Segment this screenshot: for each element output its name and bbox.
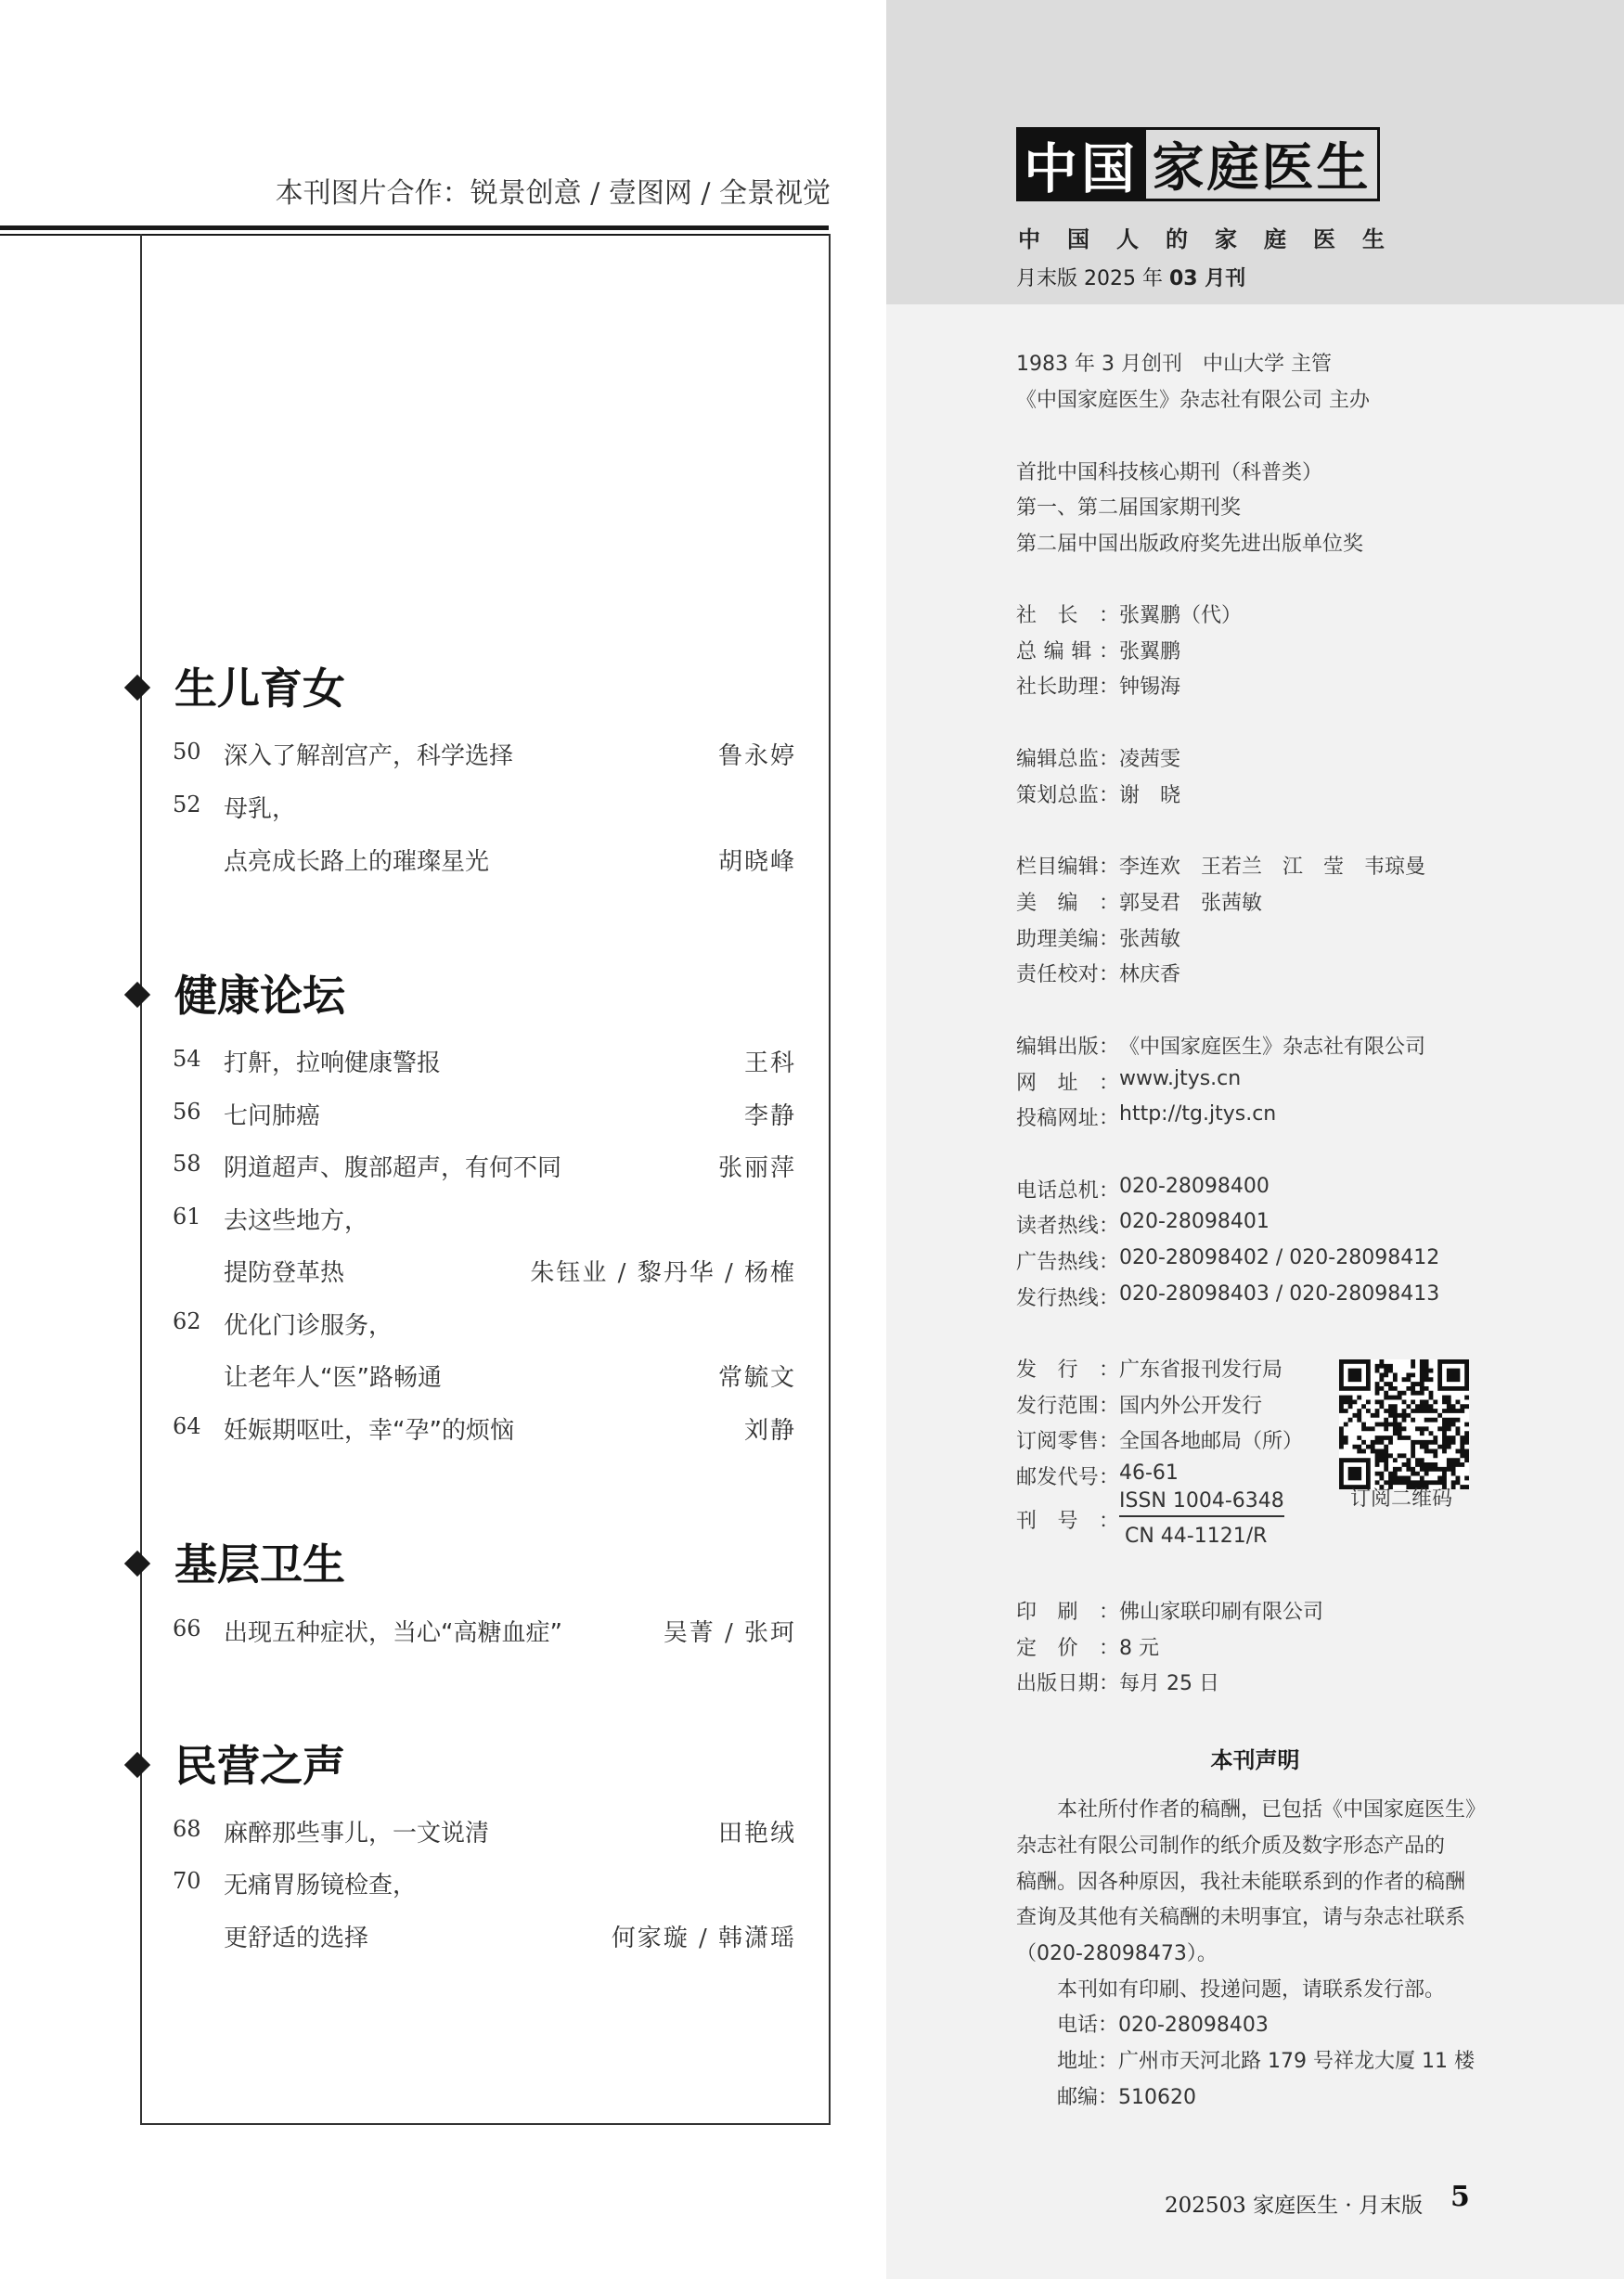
printing-value: 8 元 — [1119, 1637, 1159, 1660]
printing-value: 佛山家联印刷有限公司 — [1119, 1601, 1324, 1624]
phone-number: 020-28098403 / 020-28098413 — [1119, 1282, 1440, 1306]
distribution-row — [1016, 1425, 1304, 1453]
page-number: 62 — [173, 1308, 201, 1334]
publish-value: 《中国家庭医生》杂志社有限公司 — [1119, 1036, 1426, 1059]
page-number: 54 — [173, 1046, 201, 1072]
website-link[interactable]: www.jtys.cn — [1119, 1067, 1242, 1090]
phone-label: 发行热线： — [1016, 1287, 1119, 1310]
phone-row — [1016, 1246, 1440, 1274]
founding-line: 《中国家庭医生》杂志社有限公司 主办 — [1016, 389, 1370, 412]
founding-line: 1983 年 3 月创刊 中山大学 主管 — [1016, 353, 1332, 376]
statement-line: 杂志社有限公司制作的纸介质及数字形态产品的 — [1016, 1835, 1446, 1858]
toc-entry[interactable] — [173, 1202, 796, 1239]
article-title: 麻醉那些事儿，一文说清 — [224, 1820, 490, 1848]
section-title: 生儿育女 — [174, 663, 345, 714]
staff-role: 社长助理： — [1016, 676, 1119, 699]
staff-row — [1016, 779, 1181, 807]
staff-row — [1016, 959, 1181, 986]
article-title: 妊娠期呕吐，幸“孕”的烦恼 — [224, 1417, 514, 1445]
staff-name: 林庆香 — [1119, 963, 1181, 986]
distribution-label: 邮发代号： — [1016, 1466, 1119, 1489]
statement-line: 电话：020-28098403 — [1016, 2014, 1269, 2037]
article-title: 出现五种症状，当心“高糖血症” — [224, 1619, 562, 1647]
phone-label: 读者热线： — [1016, 1215, 1119, 1238]
phone-number: 020-28098400 — [1119, 1175, 1270, 1198]
distribution-label: 订阅零售： — [1016, 1430, 1119, 1453]
page-number: 68 — [173, 1816, 201, 1842]
statement-line: 查询及其他有关稿酬的未明事宜，请与杂志社联系 — [1016, 1906, 1466, 1929]
article-author: 何家璇 / 韩潇瑶 — [611, 1925, 796, 1952]
section-title: 民营之声 — [174, 1741, 345, 1791]
logo-part-1: 中国 — [1016, 127, 1146, 201]
toc-entry[interactable] — [173, 1149, 796, 1186]
article-author: 朱钰业 / 黎丹华 / 杨榷 — [530, 1259, 796, 1287]
page-number: 50 — [173, 739, 201, 765]
distribution-value: 46-61 — [1119, 1461, 1179, 1485]
staff-role: 责任校对： — [1016, 963, 1119, 986]
printing-row — [1016, 1596, 1324, 1624]
staff-role: 总编辑： — [1016, 640, 1119, 663]
distribution-label: 发行范围： — [1016, 1395, 1119, 1418]
printing-value: 每月 25 日 — [1119, 1672, 1219, 1695]
publish-row[interactable] — [1016, 1067, 1242, 1095]
article-title: 更舒适的选择 — [224, 1925, 369, 1952]
distribution-value: 广东省报刊发行局 — [1119, 1358, 1283, 1382]
printing-row — [1016, 1632, 1159, 1660]
staff-name: 李连欢 王若兰 江 莹 韦琼曼 — [1119, 856, 1426, 879]
article-author: 李静 — [743, 1102, 796, 1130]
article-title: 深入了解剖宫产，科学选择 — [224, 742, 514, 770]
distribution-row — [1016, 1461, 1179, 1489]
article-title: 点亮成长路上的璀璨星光 — [224, 848, 490, 876]
printing-row — [1016, 1667, 1219, 1695]
staff-row — [1016, 851, 1426, 879]
qr-code-icon[interactable] — [1339, 1359, 1469, 1489]
toc-entry-continued[interactable] — [173, 843, 796, 880]
statement-line: 稿酬。因各种原因，我社未能联系到的作者的稿酬 — [1016, 1871, 1466, 1894]
page-number: 56 — [173, 1099, 201, 1125]
distribution-row — [1016, 1354, 1283, 1382]
article-title: 打鼾，拉响健康警报 — [224, 1049, 442, 1077]
staff-name: 张茜敏 — [1119, 928, 1181, 951]
award-line: 第一、第二届国家期刊奖 — [1016, 496, 1242, 520]
toc-entry-continued[interactable] — [173, 1254, 796, 1291]
page-number: 66 — [173, 1616, 201, 1642]
article-title: 无痛胃肠镜检查， — [224, 1872, 418, 1899]
page-number: 64 — [173, 1413, 201, 1439]
toc-entry[interactable] — [173, 1814, 796, 1851]
photo-credit: 本刊图片合作：锐景创意 / 壹图网 / 全景视觉 — [275, 177, 831, 210]
toc-entry-continued[interactable] — [173, 1358, 796, 1396]
staff-row — [1016, 671, 1181, 699]
article-title: 阴道超声、腹部超声，有何不同 — [224, 1154, 562, 1182]
edition-prefix: 月末版 2025 年 — [1016, 267, 1169, 290]
page-number: 58 — [173, 1151, 201, 1177]
staff-name: 郭旻君 张茜敏 — [1119, 892, 1263, 915]
toc-entry[interactable] — [173, 1097, 796, 1134]
edition-line — [1016, 263, 1245, 291]
staff-role: 编辑总监： — [1016, 748, 1119, 771]
publish-row[interactable] — [1016, 1102, 1277, 1130]
qr-code-label: 订阅二维码 — [1350, 1487, 1453, 1511]
section-title: 健康论坛 — [174, 971, 345, 1021]
statement-line: （020-28098473）。 — [1016, 1942, 1218, 1965]
printing-label: 出版日期： — [1016, 1672, 1119, 1695]
phone-row — [1016, 1282, 1440, 1310]
toc-entry[interactable] — [173, 1411, 796, 1449]
article-author: 吴菁 / 张珂 — [663, 1619, 796, 1647]
toc-entry[interactable] — [173, 1044, 796, 1081]
staff-name: 谢 晓 — [1119, 784, 1181, 807]
staff-row — [1016, 743, 1181, 771]
award-line: 第二届中国出版政府奖先进出版单位奖 — [1016, 533, 1364, 556]
article-author: 常毓文 — [717, 1364, 796, 1392]
slogan: 中国人的家庭医生 — [1018, 226, 1411, 252]
publish-label: 网址： — [1016, 1072, 1119, 1095]
edition-issue: 03 月刊 — [1168, 267, 1246, 290]
article-title: 提防登革热 — [224, 1259, 345, 1287]
distribution-value: 国内外公开发行 — [1119, 1395, 1263, 1418]
printing-label: 印刷： — [1016, 1601, 1119, 1624]
publish-row — [1016, 1031, 1426, 1059]
submission-link[interactable]: http://tg.jtys.cn — [1119, 1102, 1277, 1126]
statement-line: 本社所付作者的稿酬，已包括《中国家庭医生》 — [1016, 1798, 1487, 1822]
toc-entry[interactable] — [173, 1614, 796, 1651]
article-title: 母乳， — [224, 795, 297, 823]
masthead-panel — [886, 0, 1624, 2279]
staff-row — [1016, 923, 1181, 951]
toc-entry[interactable] — [173, 1866, 796, 1903]
printing-label: 定价： — [1016, 1637, 1119, 1660]
phone-number: 020-28098401 — [1119, 1210, 1270, 1233]
statement-title: 本刊声明 — [1210, 1747, 1300, 1773]
staff-name: 钟锡海 — [1119, 676, 1181, 699]
magazine-logo — [1016, 127, 1380, 201]
page-number-footer: 5 — [1450, 2181, 1470, 2213]
article-title: 七问肺癌 — [224, 1102, 321, 1130]
phone-label: 电话总机： — [1016, 1179, 1119, 1203]
distribution-row — [1016, 1390, 1263, 1418]
article-title: 去这些地方， — [224, 1207, 369, 1235]
section-title: 基层卫生 — [174, 1539, 345, 1590]
publish-label: 编辑出版： — [1016, 1036, 1119, 1059]
header-rule — [0, 225, 829, 230]
staff-role: 社长： — [1016, 604, 1119, 627]
toc-entry-continued[interactable] — [173, 1919, 796, 1956]
distribution-label: 发行： — [1016, 1358, 1119, 1382]
issn-number: ISSN 1004-6348 — [1119, 1489, 1284, 1517]
toc-entry[interactable] — [173, 790, 796, 827]
phone-row — [1016, 1175, 1270, 1203]
statement-line: 邮编：510620 — [1016, 2086, 1196, 2109]
distribution-label: 刊号： — [1016, 1510, 1119, 1533]
article-author: 刘静 — [743, 1417, 796, 1445]
award-line: 首批中国科技核心期刊（科普类） — [1016, 461, 1323, 484]
staff-row — [1016, 636, 1181, 663]
page-number: 61 — [173, 1204, 201, 1230]
staff-name: 凌茜雯 — [1119, 748, 1181, 771]
staff-role: 助理美编： — [1016, 928, 1119, 951]
distribution-row — [1016, 1505, 1119, 1533]
phone-label: 广告热线： — [1016, 1251, 1119, 1274]
logo-part-2: 家庭医生 — [1146, 127, 1380, 201]
publish-label: 投稿网址： — [1016, 1107, 1119, 1130]
article-title: 优化门诊服务， — [224, 1312, 393, 1340]
toc-entry[interactable] — [173, 1307, 796, 1344]
article-author: 田艳绒 — [717, 1820, 796, 1848]
staff-name: 张翼鹏 — [1119, 640, 1181, 663]
article-author: 王科 — [743, 1049, 796, 1077]
staff-role: 栏目编辑： — [1016, 856, 1119, 879]
article-title: 让老年人“医”路畅通 — [224, 1364, 442, 1392]
phone-row — [1016, 1210, 1270, 1238]
article-author: 胡晓峰 — [717, 848, 796, 876]
staff-row — [1016, 599, 1243, 627]
article-author: 鲁永婷 — [717, 742, 796, 770]
staff-name: 张翼鹏（代） — [1119, 604, 1243, 627]
toc-entry[interactable] — [173, 737, 796, 774]
staff-role: 策划总监： — [1016, 784, 1119, 807]
article-author: 张丽萍 — [717, 1154, 796, 1182]
phone-number: 020-28098402 / 020-28098412 — [1119, 1246, 1440, 1269]
statement-line: 本刊如有印刷、投递问题，请联系发行部。 — [1016, 1978, 1446, 2002]
staff-role: 美编： — [1016, 892, 1119, 915]
page-number: 70 — [173, 1868, 201, 1894]
statement-line: 地址：广州市天河北路 179 号祥龙大厦 11 楼 — [1016, 2050, 1475, 2073]
page-number: 52 — [173, 792, 201, 818]
staff-row — [1016, 887, 1263, 915]
footer-issue-label: 202503 家庭医生 · 月末版 — [1165, 2194, 1424, 2218]
cn-number: CN 44-1121/R — [1125, 1525, 1268, 1548]
distribution-value: 全国各地邮局（所） — [1119, 1430, 1304, 1453]
